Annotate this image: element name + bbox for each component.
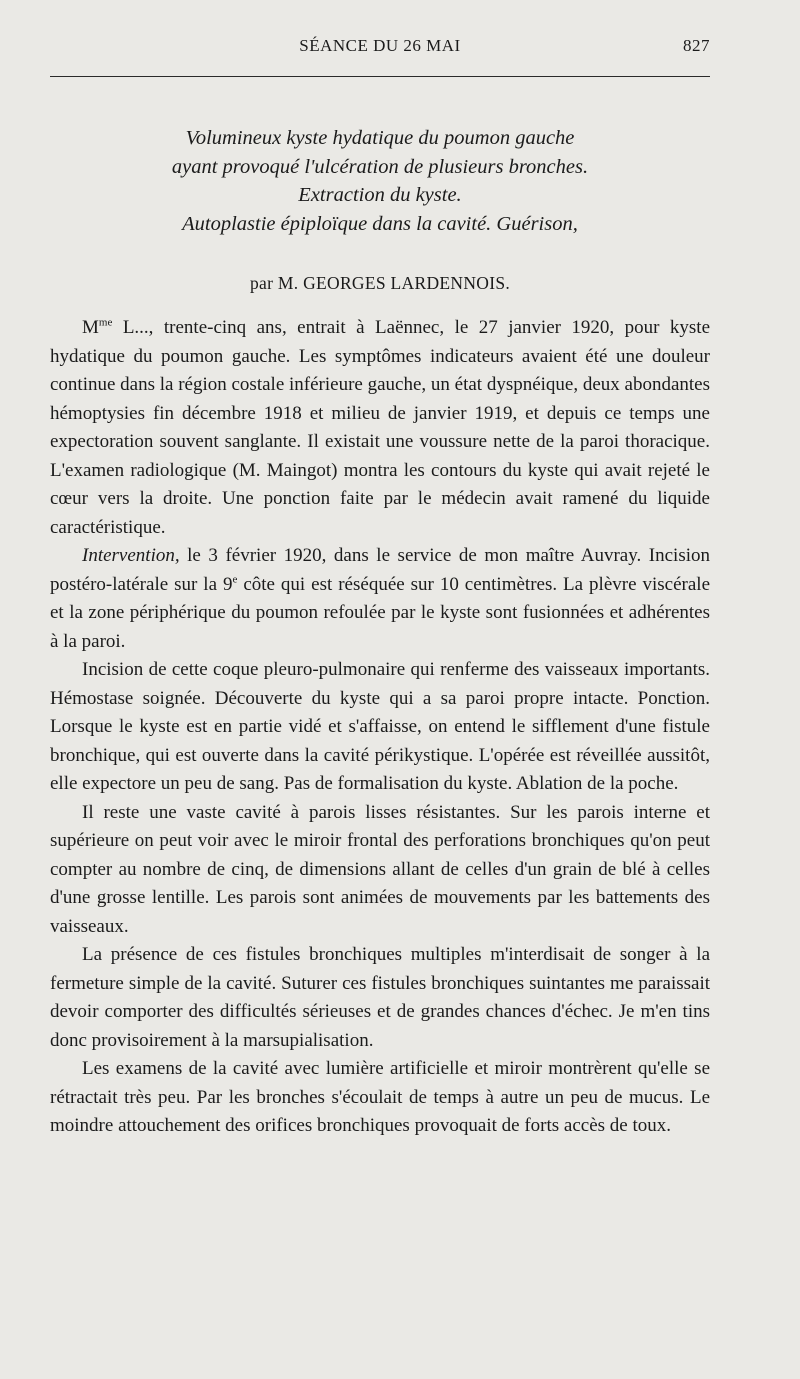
title-line: Volumineux kyste hydatique du poumon gauche [185,127,575,149]
page [50,30,711,1136]
paragraph [50,542,710,656]
header-rule [50,76,710,77]
article-title [50,124,710,238]
paragraph: Il reste une vaste cavité à parois lisses résistantes. Sur les parois interne et supérieure on peut voir avec le miroir frontal des perforations bronchiques qu'on peut compter au nombre de cinq, de dimensions allant de celles d'un grain de blé à celles d'une grosse lentille. Les parois sont animées de mouvements par les battements des vaisseaux. [50,801,710,937]
paragraph: La présence de ces fistules bronchiques multiples m'interdisait de songer à la fermeture simple de la cavité. Suturer ces fistules bronchiques suintantes me paraissait devoir comporter des difficultés sérieuses et de grandes chances d'échec. Je m'en tins donc provisoirement à la marsupialisation. [50,944,710,1051]
title-line: Autoplastie épiploïque dans la cavité. Guérison, [182,212,578,235]
paragraph-lead: Intervention, [82,545,180,566]
paragraph-text: L..., trente-cinq ans, entrait à Laënnec, le 27 janvier 1920, pour kyste hydatique du poumon gauche. Les symptômes indicateurs avaient été une douleur continue dans la région costale inférieure gauche, un état dyspnéique, deux abondantes hémoptysies fin décembre 1918 et milieu de janvier 1919, et depuis ce temps une expectoration souvent sanglante. Il existait une voussure nette de la paroi thoracique. L'examen radiologique (M. Maingot) montra les contours du kyste qui avait rejeté le cœur vers la droite. Une ponction faite par le médecin avait ramené du liquide caractéristique. [50,317,711,538]
running-head [50,30,710,60]
page-number: 827 [683,36,710,55]
paragraph: Incision de cette coque pleuro-pulmonaire qui renferme des vaisseaux importants. Hémostase soignée. Découverte du kyste qui a sa paroi propre intacte. Ponction. Lorsque le kyste est en partie vidé et s'affaisse, on entend le sifflement d'une fistule bronchique, qui est ouverte dans la cavité périkystique. L'opérée est réveillée aussitôt, elle expectore un peu de sang. Pas de formalisation du kyste. Ablation de la poche. [50,659,710,794]
title-line: ayant provoqué l'ulcération de plusieurs bronches. [171,155,589,178]
author: par M. GEORGES LARDENNOIS. [249,273,511,293]
article-body [50,314,710,1141]
paragraph: Les examens de la cavité avec lumière artificielle et miroir montrèrent qu'elle se rétractait très peu. Par les bronches s'écoulait de temps à autre un peu de mucus. Le moindre attouchement des orifices bronchiques provoquait de forts accès de toux. [50,1058,710,1136]
ordinal-superscript: e [232,573,238,586]
paragraph-text: côte qui est réséquée sur 10 centimètres. La plèvre viscérale et la zone périphérique du poumon refoulée par le kyste sont fusionnées et adhérentes à la paroi. [50,573,710,652]
running-title: SÉANCE DU 26 MAI [299,36,461,55]
paragraph [50,314,710,542]
paragraph-text: le 3 février 1920, dans le service de mon maître Auvray. Incision postéro-latérale sur la 9 [50,545,710,595]
honorific-superscript: me [98,316,113,329]
title-line: Extraction du kyste. [298,184,462,206]
honorific: M [82,317,99,338]
